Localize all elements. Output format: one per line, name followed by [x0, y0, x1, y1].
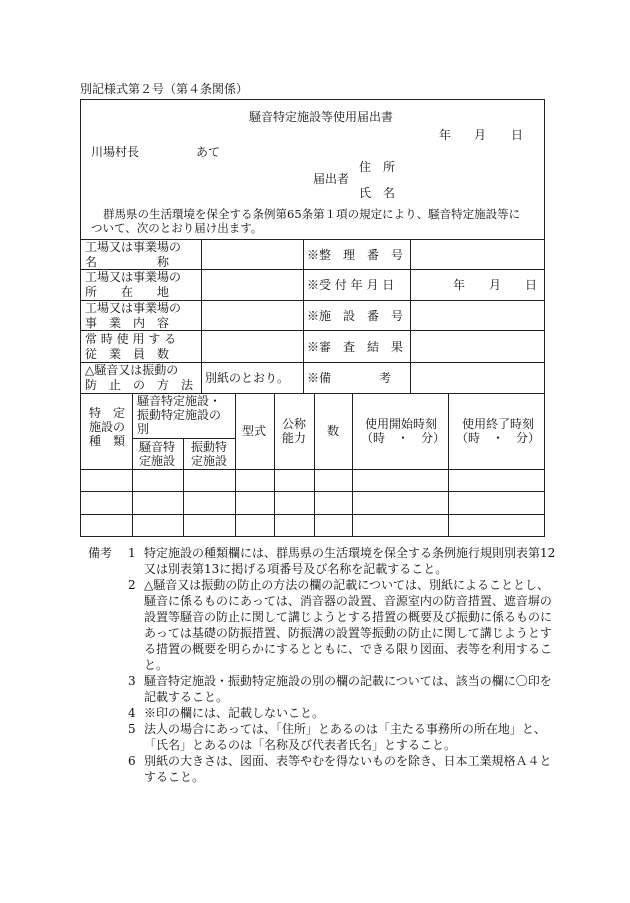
- row-label-line2: 防 止 の 方 法: [85, 378, 194, 392]
- noise-prevention-value: 別紙のとおり。: [205, 371, 290, 385]
- row-right-label: ※施 設 番 号: [307, 309, 404, 323]
- vibration-facility-header: 振動特 定施設: [191, 440, 228, 468]
- model-header: 型式: [242, 424, 267, 438]
- end-time-header: 使用終了時刻 （時 ・ 分）: [455, 417, 540, 445]
- grid-line: [314, 393, 315, 536]
- row-label-line1: △騒音又は振動の: [85, 363, 179, 377]
- grid-line: [352, 393, 353, 536]
- note-item: [88, 577, 558, 673]
- grid-line: [183, 438, 184, 536]
- note-text: △騒音又は振動の防止の方法の欄の記載については、別紙によることとし、騒音に係るものにあっては、消音器の設置、音源室内の防音措置、遮音塀の設置等騒音の防止に関して講じようとする措置の概要及び振動に係るものにあっては基礎の防振措置、防振溝の設置等振動の防止に関して講じようとする措置の概要を明らかにするとともに、できる限り図面、表等を利用すること。: [144, 578, 553, 672]
- row-label-line1: 工場又は事業場の: [85, 301, 182, 315]
- grid-line: [132, 393, 133, 536]
- name-label: 氏 名: [359, 186, 396, 200]
- note-number: 6: [128, 754, 136, 768]
- capacity-header: 公称 能力: [282, 417, 307, 445]
- row-right-label: ※受 付 年 月 日: [307, 278, 395, 292]
- row-label-line2: 名 称: [85, 255, 170, 269]
- row-label-line2: 所 在 地: [85, 285, 170, 299]
- row-label-line2: 従 業 員 数: [85, 347, 170, 361]
- facility-group-header: 騒音特定施設・ 振動特定施設の 別: [137, 394, 222, 436]
- noise-facility-header: 騒音特 定施設: [139, 440, 176, 468]
- note-number: 1: [128, 546, 136, 560]
- notifier-label: 届出者: [313, 172, 350, 186]
- note-item: [88, 753, 558, 785]
- grid-line: [303, 239, 304, 393]
- grid-line: [235, 393, 236, 536]
- addressee: 川場村長: [91, 145, 140, 159]
- row-label-line1: 工場又は事業場の: [85, 240, 182, 254]
- row-label-line1: 常 時 使 用 す る: [85, 332, 177, 346]
- address-label: 住 所: [359, 160, 396, 174]
- grid-line: [448, 393, 449, 536]
- note-text: 別紙の大きさは、図面、表等やむを得ないものを除き、日本工業規格Ａ４とすること。: [144, 754, 552, 784]
- form-frame: [80, 99, 545, 537]
- note-text: 騒音特定施設・振動特定施設の別の欄の記載については、該当の欄に〇印を記載すること。: [144, 674, 552, 704]
- grid-line: [274, 393, 275, 536]
- row-right-label: ※整 理 番 号: [307, 248, 404, 262]
- note-text: 法人の場合にあっては、「住所」とあるのは「主たる事務所の所在地」と、「氏名」とあるのは「名称及び代表者氏名」とすること。: [144, 722, 546, 752]
- note-item: [88, 705, 558, 721]
- facility-type-header: 特 定 施設の 種 類: [88, 406, 125, 448]
- note-item: [88, 673, 558, 705]
- row-label-line2: 事 業 内 容: [85, 316, 170, 330]
- note-number: 2: [128, 578, 136, 592]
- notes-label: 備考: [88, 546, 113, 560]
- grid-line: [81, 514, 544, 515]
- note-number: 3: [128, 674, 136, 688]
- note-number: 4: [128, 706, 136, 720]
- form-title: 騒音特定施設等使用届出書: [249, 110, 394, 124]
- notes-section: [88, 545, 558, 785]
- addressee-suffix: あて: [196, 145, 221, 159]
- date-day: 日: [511, 128, 524, 142]
- note-number: 5: [128, 722, 136, 736]
- note-text: ※印の欄には、記載しないこと。: [144, 706, 325, 720]
- row-right-label: ※審 査 結 果: [307, 340, 404, 354]
- note-text: 特定施設の種類欄には、群馬県の生活環境を保全する条例施行規則別表第12又は別表第13に掲げる項番号及び名称を記載すること。: [144, 546, 556, 576]
- row-right-label: ※備 考: [307, 371, 392, 385]
- count-header: 数: [327, 424, 340, 438]
- grid-line: [201, 239, 202, 393]
- grid-line: [81, 491, 544, 492]
- receipt-date-value: 年 月 日: [453, 278, 538, 292]
- body-text-line1: 群馬県の生活環境を保全する条例第65条第１項の規定により、騒音特定施設等に: [103, 207, 521, 221]
- date-month: 月: [474, 128, 487, 142]
- grid-line: [410, 239, 411, 393]
- grid-line: [81, 330, 544, 331]
- note-item: [88, 545, 558, 577]
- form-caption: 別記様式第２号（第４条関係）: [80, 82, 249, 96]
- body-text-line2: ついて、次のとおり届け出ます。: [91, 221, 263, 235]
- grid-line: [81, 469, 544, 470]
- date-year: 年: [439, 128, 452, 142]
- start-time-header: 使用開始時刻 （時 ・ 分）: [361, 417, 446, 445]
- row-label-line1: 工場又は事業場の: [85, 270, 182, 284]
- note-item: [88, 721, 558, 753]
